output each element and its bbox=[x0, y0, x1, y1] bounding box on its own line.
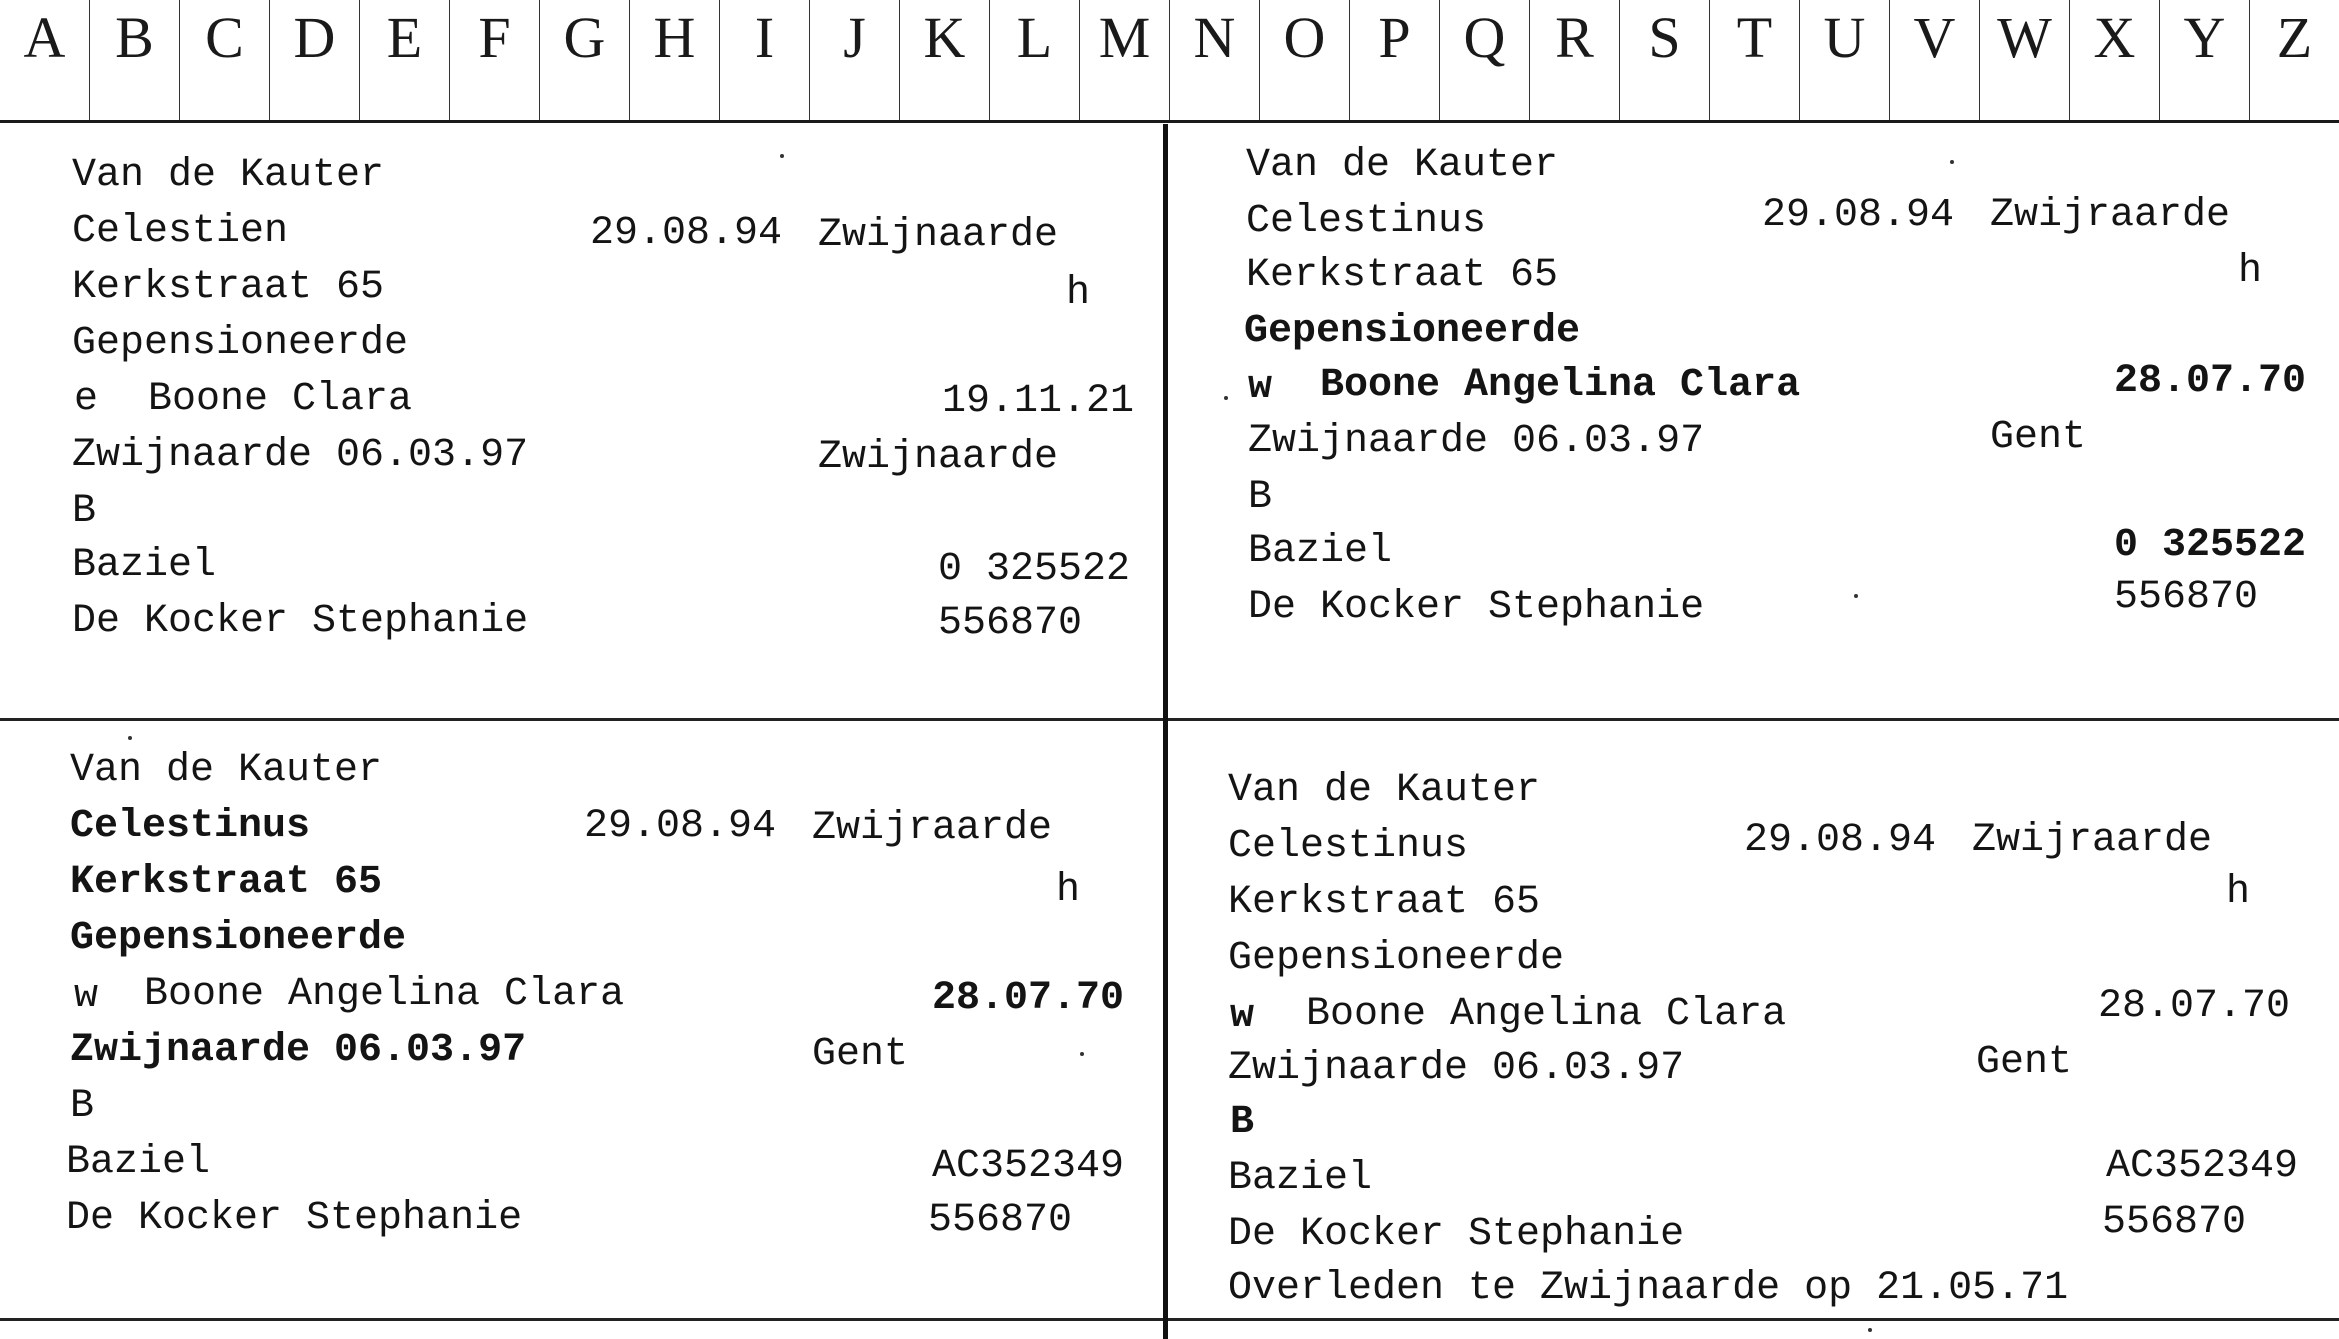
card-id-number: AC352349 bbox=[932, 1144, 1125, 1189]
card-birth-place: Zwijraarde bbox=[1972, 818, 2213, 863]
card-surname: Van de Kauter bbox=[1228, 768, 1541, 813]
card-spouse-prefix: w bbox=[1230, 994, 1255, 1039]
alphabet-letter-p: P bbox=[1349, 0, 1439, 120]
card-birth-place: Zwijraarde bbox=[1990, 193, 2231, 238]
card-firstname: Celestien bbox=[72, 209, 289, 254]
card-birth-date: 29.08.94 bbox=[1744, 818, 1937, 863]
alphabet-letter-s: S bbox=[1619, 0, 1709, 120]
alphabet-letter-z: Z bbox=[2249, 0, 2339, 120]
alphabet-letter-h: H bbox=[629, 0, 719, 120]
card-marriage-date: 28.07.70 bbox=[2098, 984, 2291, 1029]
alphabet-letter-x: X bbox=[2069, 0, 2159, 120]
alphabet-letter-y: Y bbox=[2159, 0, 2249, 120]
card-mother: De Kocker Stephanie bbox=[1248, 585, 1705, 630]
scan-speck bbox=[1080, 1052, 1084, 1056]
alphabet-letter-j: J bbox=[809, 0, 899, 120]
card-mother-number: 556870 bbox=[938, 601, 1083, 646]
bottom-card-divider-left bbox=[0, 1318, 1163, 1321]
alphabet-letter-i: I bbox=[719, 0, 809, 120]
card-surname: Van de Kauter bbox=[1246, 143, 1559, 188]
card-marriage-date: 28.07.70 bbox=[932, 976, 1125, 1021]
card-surname: Van de Kauter bbox=[70, 748, 383, 793]
card-spouse-name: Boone Clara bbox=[148, 377, 413, 422]
card-category: B bbox=[70, 1084, 95, 1129]
alphabet-letter-t: T bbox=[1709, 0, 1799, 120]
card-mother-number: 556870 bbox=[2102, 1200, 2247, 1245]
card-status: h bbox=[1066, 271, 1091, 316]
card-status: h bbox=[1056, 868, 1081, 913]
card-category: B bbox=[1248, 475, 1273, 520]
card-spouse-prefix: w bbox=[1248, 365, 1273, 410]
bottom-card-divider-right bbox=[1168, 1318, 2339, 1321]
register-card-4 bbox=[1168, 721, 2339, 1318]
card-occupation: Gepensioneerde bbox=[1228, 936, 1565, 981]
scan-speck bbox=[780, 154, 784, 158]
card-id-number: 0 325522 bbox=[2114, 523, 2307, 568]
scan-speck bbox=[128, 736, 132, 740]
alphabet-letter-c: C bbox=[179, 0, 269, 120]
card-address: Kerkstraat 65 bbox=[1228, 880, 1541, 925]
card-father: Baziel bbox=[1248, 529, 1393, 574]
scan-speck bbox=[1224, 396, 1228, 400]
card-status: h bbox=[2226, 870, 2251, 915]
card-mother: De Kocker Stephanie bbox=[72, 599, 529, 644]
card-status: h bbox=[2238, 249, 2263, 294]
alphabet-letter-d: D bbox=[269, 0, 359, 120]
alphabet-letter-m: M bbox=[1079, 0, 1169, 120]
card-spouse-name: Boone Angelina Clara bbox=[1320, 363, 1801, 408]
card-registration: Zwijnaarde 06.03.97 bbox=[1248, 419, 1705, 464]
card-remark: Overleden te Zwijnaarde op 21.05.71 bbox=[1228, 1266, 2069, 1311]
card-birth-date: 29.08.94 bbox=[584, 804, 777, 849]
alphabet-letter-f: F bbox=[449, 0, 539, 120]
scan-speck bbox=[1868, 1328, 1872, 1332]
card-occupation: Gepensioneerde bbox=[72, 321, 409, 366]
card-registration: Zwijnaarde 06.03.97 bbox=[1228, 1046, 1685, 1091]
card-registration-place: Gent bbox=[1990, 415, 2087, 460]
alphabet-letter-e: E bbox=[359, 0, 449, 120]
alphabet-letter-g: G bbox=[539, 0, 629, 120]
card-firstname: Celestinus bbox=[70, 804, 311, 849]
card-id-number: 0 325522 bbox=[938, 547, 1131, 592]
alphabet-letter-r: R bbox=[1529, 0, 1619, 120]
card-mother-number: 556870 bbox=[928, 1198, 1073, 1243]
card-firstname: Celestinus bbox=[1228, 824, 1469, 869]
card-spouse-name: Boone Angelina Clara bbox=[1306, 992, 1787, 1037]
alphabet-letter-o: O bbox=[1259, 0, 1349, 120]
card-mother: De Kocker Stephanie bbox=[66, 1196, 523, 1241]
card-birth-place: Zwijnaarde bbox=[818, 213, 1059, 258]
alphabet-letter-b: B bbox=[89, 0, 179, 120]
card-mother-number: 556870 bbox=[2114, 575, 2259, 620]
card-birth-date: 29.08.94 bbox=[1762, 193, 1955, 238]
alphabet-letter-q: Q bbox=[1439, 0, 1529, 120]
card-spouse-prefix: e bbox=[74, 377, 99, 422]
register-card-3 bbox=[0, 721, 1160, 1318]
card-registration-place: Zwijnaarde bbox=[818, 435, 1059, 480]
card-address: Kerkstraat 65 bbox=[70, 860, 383, 905]
scan-speck bbox=[1950, 160, 1954, 164]
card-address: Kerkstraat 65 bbox=[1246, 253, 1559, 298]
card-category: B bbox=[1230, 1100, 1255, 1145]
card-spouse-prefix: w bbox=[74, 974, 99, 1019]
card-surname: Van de Kauter bbox=[72, 153, 385, 198]
card-category: B bbox=[72, 489, 97, 534]
alphabet-index-strip bbox=[0, 0, 2339, 123]
card-father: Baziel bbox=[1228, 1156, 1373, 1201]
card-occupation: Gepensioneerde bbox=[1244, 309, 1581, 354]
card-occupation: Gepensioneerde bbox=[70, 916, 407, 961]
card-spouse-name: Boone Angelina Clara bbox=[144, 972, 625, 1017]
card-firstname: Celestinus bbox=[1246, 199, 1487, 244]
register-card-2 bbox=[1168, 124, 2339, 718]
card-address: Kerkstraat 65 bbox=[72, 265, 385, 310]
alphabet-letter-a: A bbox=[23, 5, 66, 70]
card-marriage-date: 28.07.70 bbox=[2114, 359, 2307, 404]
card-id-number: AC352349 bbox=[2106, 1144, 2299, 1189]
card-birth-place: Zwijraarde bbox=[812, 806, 1053, 851]
card-birth-date: 29.08.94 bbox=[590, 211, 783, 256]
card-registration-place: Gent bbox=[812, 1032, 909, 1077]
alphabet-letter-k: K bbox=[899, 0, 989, 120]
alphabet-letter-l: L bbox=[989, 0, 1079, 120]
card-registration-place: Gent bbox=[1976, 1040, 2073, 1085]
card-registration: Zwijnaarde 06.03.97 bbox=[70, 1028, 527, 1073]
alphabet-letter-w: W bbox=[1979, 0, 2069, 120]
card-registration: Zwijnaarde 06.03.97 bbox=[72, 433, 529, 478]
card-marriage-date: 19.11.21 bbox=[942, 379, 1135, 424]
alphabet-letter-v: V bbox=[1889, 0, 1979, 120]
scan-speck bbox=[1854, 594, 1858, 598]
card-father: Baziel bbox=[66, 1140, 211, 1185]
alphabet-letter-u: U bbox=[1799, 0, 1889, 120]
register-card-1 bbox=[0, 124, 1160, 718]
card-mother: De Kocker Stephanie bbox=[1228, 1212, 1685, 1257]
card-father: Baziel bbox=[72, 543, 217, 588]
alphabet-letter-n: N bbox=[1169, 0, 1259, 120]
